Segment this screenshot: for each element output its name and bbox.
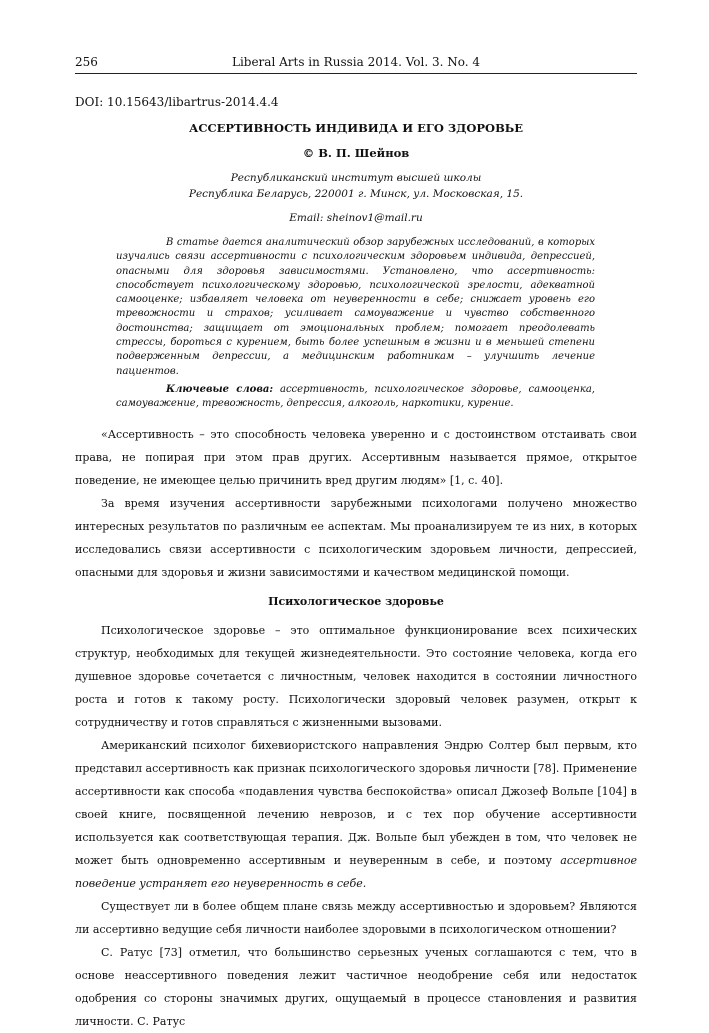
page-number: 256 <box>75 55 98 69</box>
keywords-text: ассертивность, психологическое здоровье, самооценка, самоуважение, тревожность, депрессия, алкоголь, наркотики, курение. <box>116 383 595 410</box>
paragraph: «Ассертивность – это способность человека уверенно и с достоинством отстаивать свои права, не попирая при этом прав других. Ассертивным называется прямое, открытое поведение, не имеющее целью причинить вред другим людям» [1, с. 40]. <box>75 428 637 487</box>
affiliation-address: Республика Беларусь, 220001 г. Минск, ул. Московская, 15. <box>188 188 524 200</box>
keywords-label: Ключевые слова: <box>166 383 274 395</box>
article-body <box>75 423 637 1033</box>
paragraph <box>75 734 637 895</box>
affiliation-institution: Республиканский институт высшей школы <box>230 172 482 184</box>
paragraph: С. Ратус [73] отметил, что большинство серьезных ученых соглашаются с тем, что в основе неассертивного поведения лежит частичное неодобрение себя или недостаток одобрения со стороны значимых других, ощущаемый в процессе становления и развития личности. С. Ратус <box>75 946 637 1028</box>
paragraph-text: Американский психолог бихевиористского направления Эндрю Солтер был первым, кто представил ассертивность как признак психологического здоровья личности [78]. Применение ассертивности как способа «подавления чувства беспокойства» описал Джозеф Вольпе [104] в своей книге, посвященной лечению неврозов, и с тех пор обучение ассертивности используется как соответствующая терапия. Дж. Вольпе был убежден в том, что человек не может быть одновременно ассертивным и неуверенным в себе, и поэтому <box>75 739 637 867</box>
running-header <box>75 55 637 74</box>
paragraph: За время изучения ассертивности зарубежными психологами получено множество интересных результатов по различным ее аспектам. Мы проанализируем те из них, в которых исследовались связи ассертивности с психологическим здоровьем личности, депрессией, опасными для здоровья и жизни зависимостями и качеством медицинской помощи. <box>75 497 637 579</box>
abstract-text: В статье дается аналитический обзор зарубежных исследований, в которых изучались связи ассертивности с психологическим здоровьем индивида, депрессией, опасными для здоровья зависимостями. Установлено, что ассертивность: способствует психологическому здоровью, психологической зрелости, адекватной самооценке; избавляет человека от неуверенности в себе; снижает уровень его тревожности и страхов; усиливает самоуважение и чувство собственного достоинства; защищает от эмоциональных проблем; помогает преодолевать стрессы, бороться с курением, быть более успешным в жизни и в меньшей степени подверженным депрессии, а медицинским работникам – улучшить лечение пациентов. <box>116 237 595 377</box>
section-heading: Психологическое здоровье <box>268 595 444 608</box>
article-title: АССЕРТИВНОСТЬ ИНДИВИДА И ЕГО ЗДОРОВЬЕ <box>188 121 524 135</box>
paragraph: Психологическое здоровье – это оптимальное функционирование всех психических структур, необходимых для текущей жизнедеятельности. Это состояние человека, когда его душевное здоровье сочетается с личностным, человек находится в состоянии личностного роста и готов к такому росту. Психологически здоровый человек разумен, открыт к сотрудничеству и готов справляться с жизненными вызовами. <box>75 624 637 729</box>
emphasis-text: ассертивное поведение устраняет его неуверенность в себе. <box>75 854 637 890</box>
journal-title: Liberal Arts in Russia 2014. Vol. 3. No. 4 <box>231 55 481 69</box>
abstract <box>116 236 595 412</box>
author-email[interactable]: Email: sheinov1@mail.ru <box>289 212 423 224</box>
paragraph: Существует ли в более общем плане связь между ассертивностью и здоровьем? Являются ли ассертивно ведущие себя личности наиболее здоровыми в психологическом отношении? <box>75 900 637 936</box>
author: © В. П. Шейнов <box>302 146 410 160</box>
keywords <box>116 383 595 412</box>
doi[interactable]: DOI: 10.15643/libartrus-2014.4.4 <box>75 95 279 109</box>
